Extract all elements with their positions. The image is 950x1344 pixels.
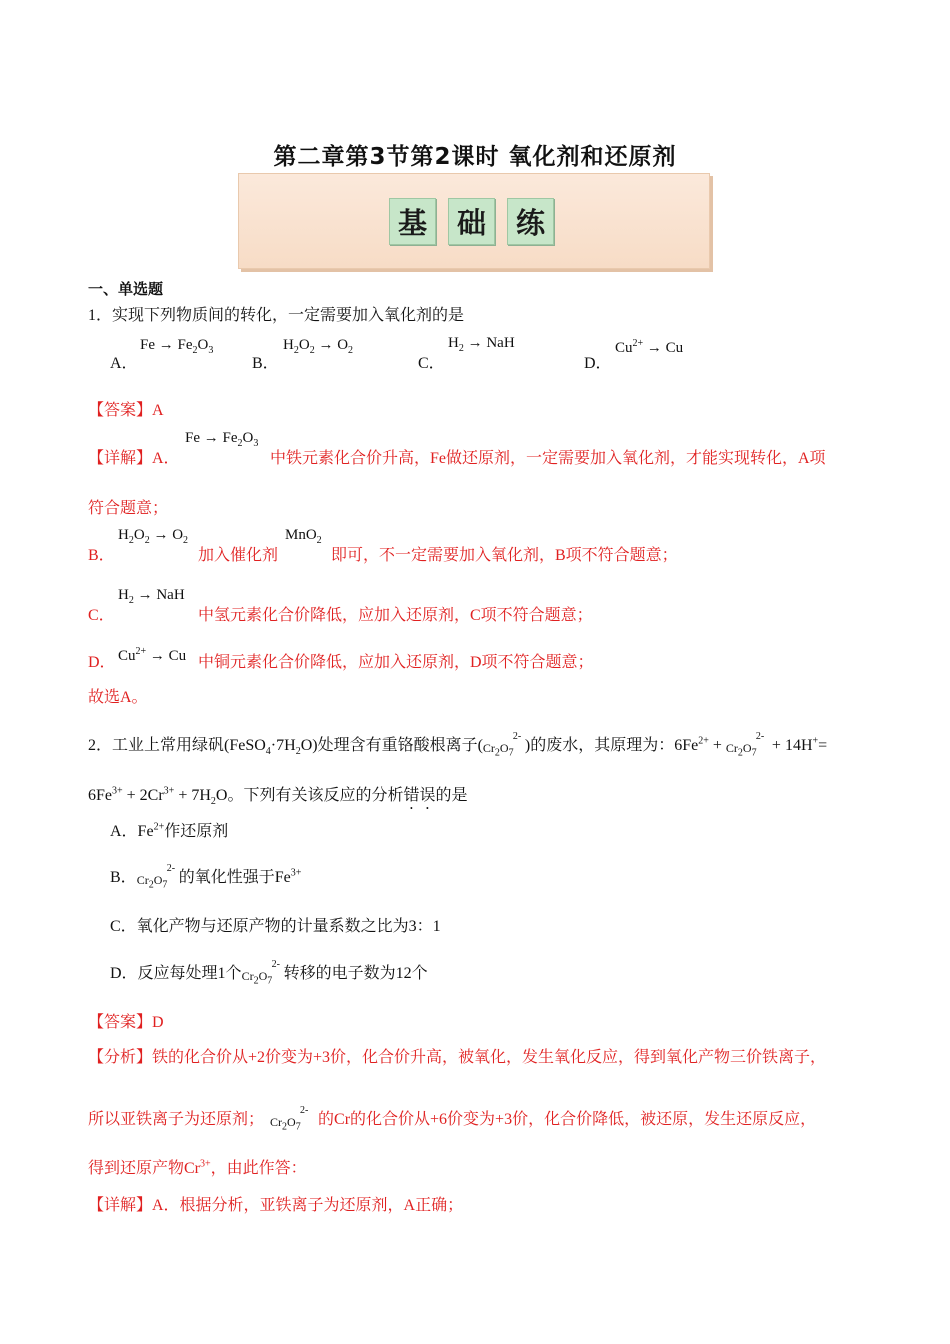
q1-stem: 1．实现下列物质间的转化，一定需要加入氧化剂的是 (88, 307, 465, 324)
dichromate-ion: $Cr_2O_7$ 2- (136, 863, 176, 891)
q1-option-b-formula: $H_2O_2 \to O_2$ (283, 337, 354, 356)
q1-detail-heading: 【详解】A． (88, 450, 180, 467)
q1-detail-d-formula: $Cu^{2+} \to Cu$ (118, 646, 187, 664)
q2-option-d: D．反应每处理1个 $Cr_2O_7$ 2- 转移的电子数为12个 (110, 959, 428, 987)
q1-detail-c-label: C． (88, 607, 115, 624)
q1-detail-d-text: 中铜元素化合价降低，应加入还原剂，D项不符合题意； (198, 654, 594, 671)
q1-option-a-formula: $Fe \to Fe_2O_3$ (140, 337, 214, 356)
q1-detail-a-formula: $Fe \to Fe_2O_3$ (185, 430, 259, 449)
q1-detail-c-formula: $H_2$ → NaH (118, 587, 185, 606)
q2-analysis-line2: 所以亚铁离子为还原剂； $Cr_2O_7$ 2- 的Cr的化合价从+6价变为+3价，化合价降低，被还原，发生还原反应， (88, 1105, 817, 1133)
q1-detail-b-text1: 加入催化剂 (198, 547, 279, 564)
q1-detail-d-label: D． (88, 654, 116, 671)
dichromate-ion: $Cr_2O_7$ 2- (241, 959, 280, 987)
q1-option-b-label: B． (252, 355, 279, 372)
q1-answer: 【答案】A (88, 402, 164, 419)
q2-option-b: B． $Cr_2O_7$ 2- 的氧化性强于$Fe^{3+}$ (110, 863, 302, 891)
q1-detail-b-text2: 即可，不一定需要加入氧化剂，B项不符合题意； (331, 547, 678, 564)
q2-detail: 【详解】A．根据分析，亚铁离子为还原剂，A正确； (88, 1197, 464, 1214)
dichromate-ion: $Cr_2O_7$ 2- (725, 731, 765, 759)
q2-option-c: C．氧化产物与还原产物的计量系数之比为3：1 (110, 918, 441, 935)
q1-detail-a-text: 中铁元素化合价升高，Fe做还原剂，一定需要加入氧化剂，才能实现转化，A项 (270, 450, 826, 467)
q1-detail-c-text: 中氢元素化合价降低，应加入还原剂，C项不符合题意； (198, 607, 593, 624)
q1-option-d-formula: $Cu^{2+} \to Cu$ (615, 338, 684, 356)
dichromate-ion: $Cr_2O_7$ 2- (482, 731, 522, 759)
q1-detail-b-label: B． (88, 547, 115, 564)
banner-basic-practice (238, 173, 710, 269)
q2-stem-line2: $6Fe^{3+} + 2Cr^{3+} + 7H_2O$。下列有关该反应的分析错误的是 (88, 785, 468, 808)
section-heading: 一、单选题 (88, 280, 164, 298)
q1-conclusion: 故选A。 (88, 689, 148, 706)
banner-char-2: 础 (448, 198, 495, 245)
q1-option-d-label: D． (584, 355, 612, 372)
q1-option-c-label: C． (418, 355, 445, 372)
banner-char-3: 练 (507, 198, 554, 245)
q1-option-c-formula: $H_2$ → NaH (448, 335, 515, 354)
q1-detail-a-tail: 符合题意； (88, 500, 169, 517)
q1-option-a-label: A． (110, 355, 138, 372)
banner-char-1: 基 (389, 198, 436, 245)
dichromate-ion: $Cr_2O_7$ 2- (270, 1105, 309, 1133)
q2-option-a: A．$Fe^{2+}$作还原剂 (110, 821, 229, 840)
q2-analysis-line3: 得到还原产物$Cr^{3+}$，由此作答： (88, 1158, 307, 1177)
q2-stem-line1: 2．工业上常用绿矾$(FeSO_4\cdot 7H_2O)$处理含有重铬酸根离子( $Cr_2O_7$ 2- )的废水，其原理为：$6Fe^{2+}$ + $Cr_2O_7$ 2- + 14H+= (88, 731, 828, 759)
q1-detail-b-formula: $H_2O_2 \to O_2$ (118, 527, 189, 546)
q2-answer: 【答案】D (88, 1014, 164, 1031)
page-title: 第二章第3节第2课时 氧化剂和还原剂 (273, 144, 677, 170)
q2-analysis-line1: 【分析】铁的化合价从+2价变为+3价，化合价升高，被氧化，发生氧化反应，得到氧化产物三价铁离子， (88, 1049, 827, 1066)
q1-detail-b-catalyst: MnO$_2$ (285, 527, 322, 546)
